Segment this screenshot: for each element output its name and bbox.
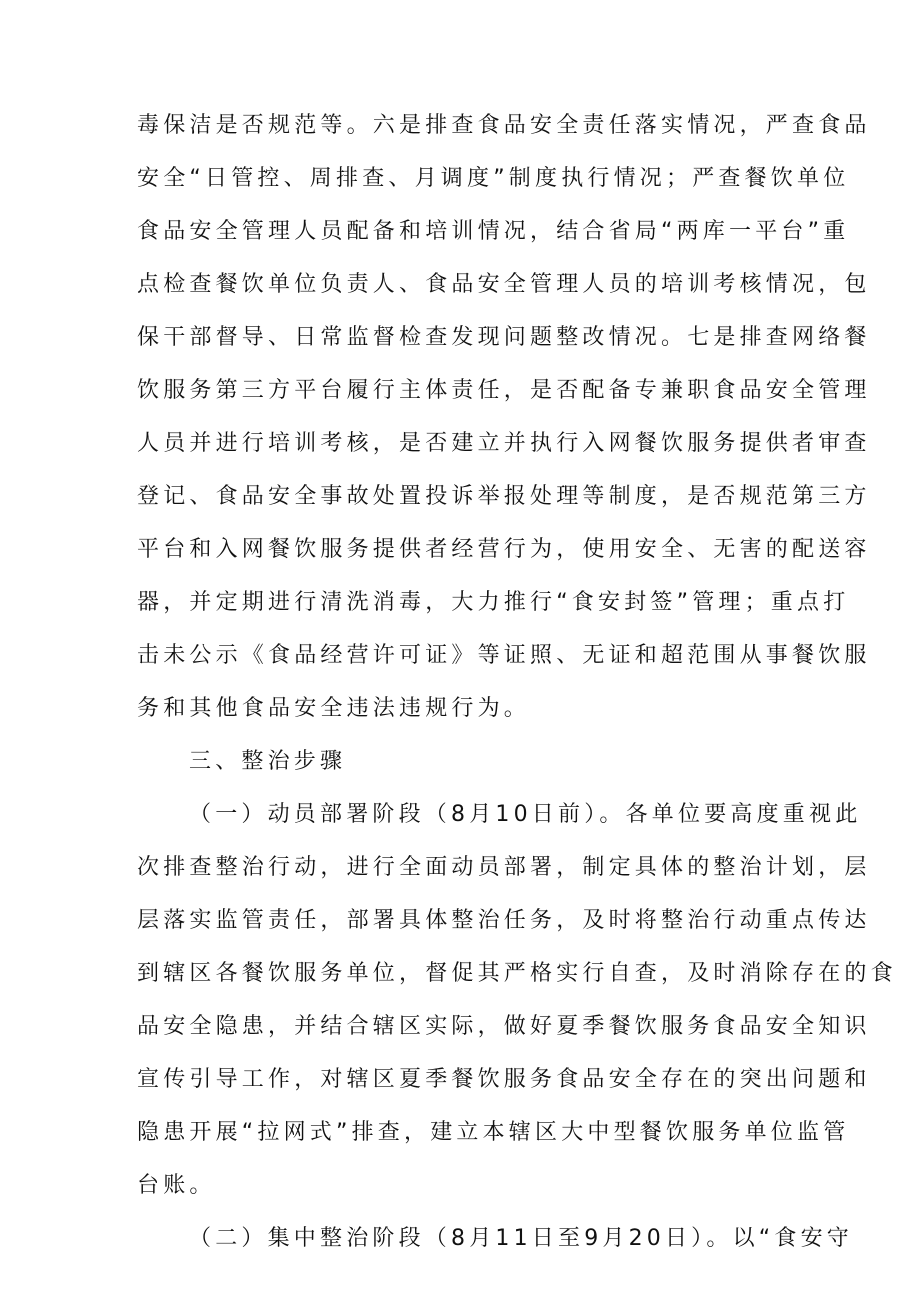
paragraph-line: 层落实监管责任，部署具体整治任务，及时将整治行动重点传达 [137,908,871,933]
paragraph-line: （一）动员部署阶段（8月10日前）。各单位要高度重视此 [189,802,862,827]
paragraph-line: 保干部督导、日常监督检查发现问题整改情况。七是排查网络餐 [137,325,871,350]
paragraph-line: 宣传引导工作，对辖区夏季餐饮服务食品安全存在的突出问题和 [137,1067,871,1092]
section-heading: 三、整治步骤 [189,749,347,774]
paragraph-line: 毒保洁是否规范等。六是排查食品安全责任落实情况，严查食品 [137,113,871,138]
paragraph-line: 点检查餐饮单位负责人、食品安全管理人员的培训考核情况，包 [137,272,871,297]
paragraph-line: 次排查整治行动，进行全面动员部署，制定具体的整治计划，层 [137,855,871,880]
paragraph-line: 饮服务第三方平台履行主体责任，是否配备专兼职食品安全管理 [137,378,871,403]
paragraph-line: 击未公示《食品经营许可证》等证照、无证和超范围从事餐饮服 [137,643,871,668]
paragraph-line: 登记、食品安全事故处置投诉举报处理等制度，是否规范第三方 [137,484,871,509]
paragraph-line: 到辖区各餐饮服务单位，督促其严格实行自查，及时消除存在的食 [137,961,897,986]
paragraph-line: 食品安全管理人员配备和培训情况，结合省局“两库一平台”重 [137,219,850,244]
paragraph-line: 台账。 [137,1173,216,1198]
paragraph-line: （二）集中整治阶段（8月11日至9月20日）。以“食安守 [189,1226,853,1251]
paragraph-line: 隐患开展“拉网式”排查，建立本辖区大中型餐饮服务单位监管 [137,1120,850,1145]
paragraph-line: 安全“日管控、周排查、月调度”制度执行情况；严查餐饮单位 [137,166,850,191]
paragraph-line: 务和其他食品安全违法违规行为。 [137,696,531,721]
paragraph-line: 人员并进行培训考核，是否建立并执行入网餐饮服务提供者审查 [137,431,871,456]
paragraph-line: 器，并定期进行清洗消毒，大力推行“食安封签”管理；重点打 [137,590,850,615]
paragraph-line: 平台和入网餐饮服务提供者经营行为，使用安全、无害的配送容 [137,537,871,562]
paragraph-line: 品安全隐患，并结合辖区实际，做好夏季餐饮服务食品安全知识 [137,1014,871,1039]
